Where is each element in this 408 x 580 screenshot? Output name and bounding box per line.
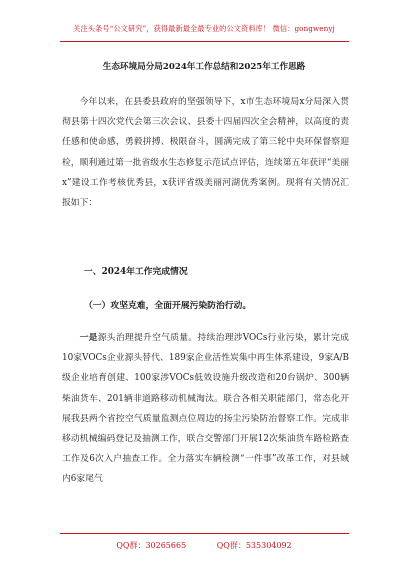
body-paragraph [62, 328, 349, 490]
promo-banner: 关注头条号“公文研究”，获得最新最全最专业的公文资料库！ 微信：gongwenyj [73, 24, 335, 33]
subsection-heading: （一）攻坚克难，全面开展污染防治行动。 [84, 301, 252, 311]
header-divider [60, 41, 349, 42]
intro-paragraph: 今年以来，在县委县政府的坚强领导下，x市生态环境局x分局深入贯彻县第十四次党代会第三次会议、县委十四届四次全会精神，以高度的责任感和使命感，勇毅拼搏、极限奋斗，圆满完成了第三轮中央环保督察迎检，顺利通过第一批省级水生态修复示范试点评估，连续第五年获评“美丽x”建设工作考核优秀县，x获评省级美丽河湖优秀案例。现将有关情况汇报如下： [62, 97, 349, 209]
paragraph-lead: 一是 [79, 333, 98, 343]
paragraph-body: 源头治理提升空气质量。持续治理涉VOCs行业污染，累计完成10家VOCs企业源头替代、189家企业活性炭集中再生体系建设，9家A/B级企业培育创建、100家涉VOCs低效设施升级改造和20台锅炉、300辆柴油货车、201辆非道路移动机械淘汰。联合各相关职能部门，常态化开展我县两个省控空气质量监测点位周边的扬尘污染防治督察工作。完成非移动机械编码登记及抽测工作，联合交警部门开展12次柴油货车路检路查工作及6次入户抽查工作。全力落实车辆检测“一件事”改革工作，对县域内6家尾气 [62, 333, 349, 485]
section-heading: 一、2024年工作完成情况 [84, 267, 188, 277]
qq-group-1: QQ群：30265665 [116, 541, 187, 550]
document-title: 生态环境局分局2024年工作总结和2025年工作思路 [102, 62, 306, 72]
qq-group-2: QQ群：535304092 [216, 541, 292, 550]
footer-contacts [0, 540, 408, 551]
footer-divider [60, 533, 349, 534]
